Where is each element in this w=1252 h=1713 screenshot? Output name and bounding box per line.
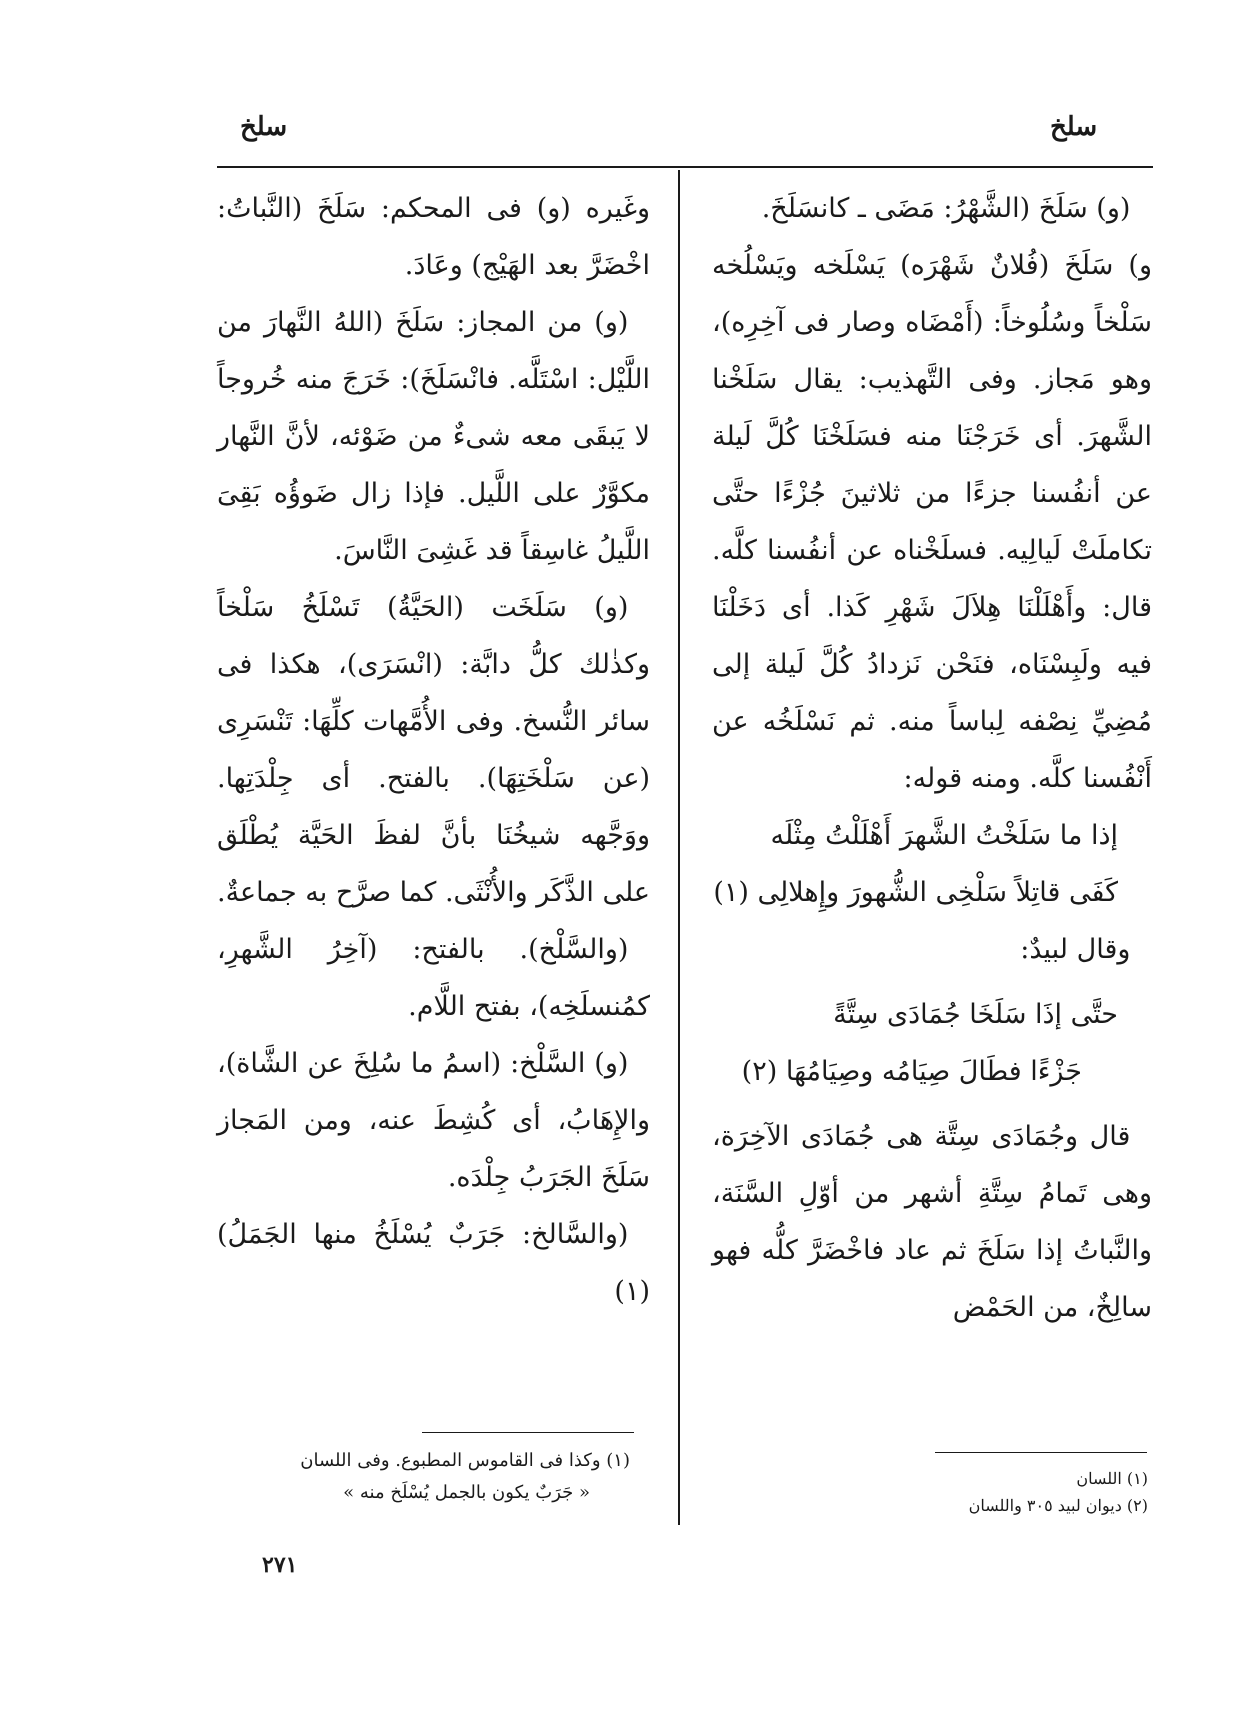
entry-paragraph: (والسَّالخ: جَرَبٌ يُسْلَخُ منها الجَمَلُ) (١) [217, 1219, 650, 1307]
footnote: (١) اللسان [1076, 1469, 1148, 1488]
verse-line: جَزْءًا فطَالَ صِيَامُه وصِيَامُهَا (٢) [741, 1056, 1082, 1087]
footnote: « جَرَبٌ يكون بالجمل يُسْلَخ منه » [343, 1482, 590, 1503]
page-number: ٢٧١ [262, 1552, 298, 1578]
running-head-left: سلخ [240, 112, 288, 142]
column-divider [678, 170, 680, 1525]
footnote: (١) وكذا فى القاموس المطبوع. وفى اللسان [300, 1450, 630, 1471]
entry-paragraph: قال وجُمَادَى سِتَّة هى جُمَادَى الآخِرَة، وهى تَمامُ سِتَّةِ أشهر من أوّلِ السَّنَة، والنَّباتُ إذا سَلَخَ ثم عاد فاخْضَرَّ كلُّه فهو سالِخٌ، من الحَمْض [712, 1121, 1152, 1323]
entry-paragraph: (و) سَلَخَت (الحَيَّةُ) تَسْلَخُ سَلْخاً وكذٰلك كلُّ دابَّة: (انْسَرَى)، هكذا فى سائر النُّسخ. وفى الأُمَّهات كلِّهَا: تَنْسَرِى (عن سَلْخَتِهَا). بالفتح. أى جِلْدَتِها. ووَجَّهه شيخُنَا بأنَّ لفظَ الحَيَّة يُطْلَق على الذَّكَر والأُنْثَى. كما صرَّح به جماعةٌ. [216, 592, 650, 908]
entry-paragraph: (و) سَلَخَ (الشَّهْرُ: مَضَى ـ كانسَلَخَ. [761, 193, 1131, 224]
entry-paragraph: و) سَلَخَ (فُلانٌ شَهْرَه) يَسْلَخه ويَسْلُخه سَلْخاً وسُلُوخاً: (أَمْضَاه وصار فى آخِرِه)، وهو مَجاز. وفى التَّهذيب: يقال سَلَخْنا الشَّهرَ. أى خَرَجْنَا منه فسَلَخْنَا كُلَّ لَيلة عن أنفُسنا جزءًا من ثلاثينَ جُزْءًا حتَّى تكاملَتْ لَيالِيه. فسلَخْناه عن أنفُسنا كلَّه. قال: وأَهْلَلْنَا هِلاَلَ شَهْرِ كَذا. أى دَخَلْنَا فيه ولَبِسْنَاه، فنَحْن نَزدادُ كُلَّ لَيلة إلى مُضِيِّ نِصْفه لِباساً منه. ثم نَسْلَخُه عن أَنْفُسنا كلَّه. ومنه قوله: [712, 250, 1152, 794]
verse-line: كَفَى قاتِلاً سَلْخِى الشُّهورَ وإِهلالِى (١) [713, 877, 1118, 908]
footnotes-left [200, 1445, 630, 1509]
header-rule [217, 166, 1153, 168]
footnote-rule-left [422, 1432, 634, 1433]
running-head-right: سلخ [1050, 112, 1098, 142]
entry-paragraph: وغَيره (و) فى المحكم: سَلَخَ (النَّباتُ: اخْضَرَّ بعد الهَيْج) وعَادَ. [217, 193, 650, 281]
entry-paragraph: وقال لبيدٌ: [1020, 934, 1131, 965]
left-column [217, 180, 650, 1320]
right-column [712, 180, 1152, 1336]
entry-paragraph: (والسَّلْخ). بالفتح: (آخِرُ الشَّهرِ، كمُنسلَخِه)، بفتح اللَّام. [217, 934, 650, 1022]
entry-paragraph: (و) من المجاز: سَلَخَ (اللهُ النَّهارَ من اللَّيْل: اسْتَلَّه. فانْسَلَخَ): خَرَجَ منه خُروجاً لا يَبقَى معه شىءٌ من ضَوْئه، لأنَّ النَّهار مكوَّرٌ على اللَّيل. فإذا زال ضَوؤُه بَقِىَ اللَّيلُ غاسِقاً قد غَشِىَ النَّاسَ. [217, 307, 650, 566]
verse-line: حتَّى إذَا سَلَخَا جُمَادَى سِتَّةً [833, 999, 1118, 1030]
footnote: (٢) ديوان لبيد ٣٠٥ واللسان [968, 1496, 1148, 1515]
footnotes-right [880, 1465, 1148, 1519]
verse-line: إذا ما سَلَخْتُ الشَّهرَ أَهْلَلْتُ مِثْلَه [770, 820, 1118, 851]
footnote-rule-right [935, 1452, 1147, 1453]
entry-paragraph: (و) السَّلْخ: (اسمُ ما سُلِخَ عن الشَّاة)، والإِهَابُ، أى كُشِطَ عنه، ومن المَجاز سَلَخَ الجَرَبُ جِلْدَه. [217, 1048, 650, 1193]
